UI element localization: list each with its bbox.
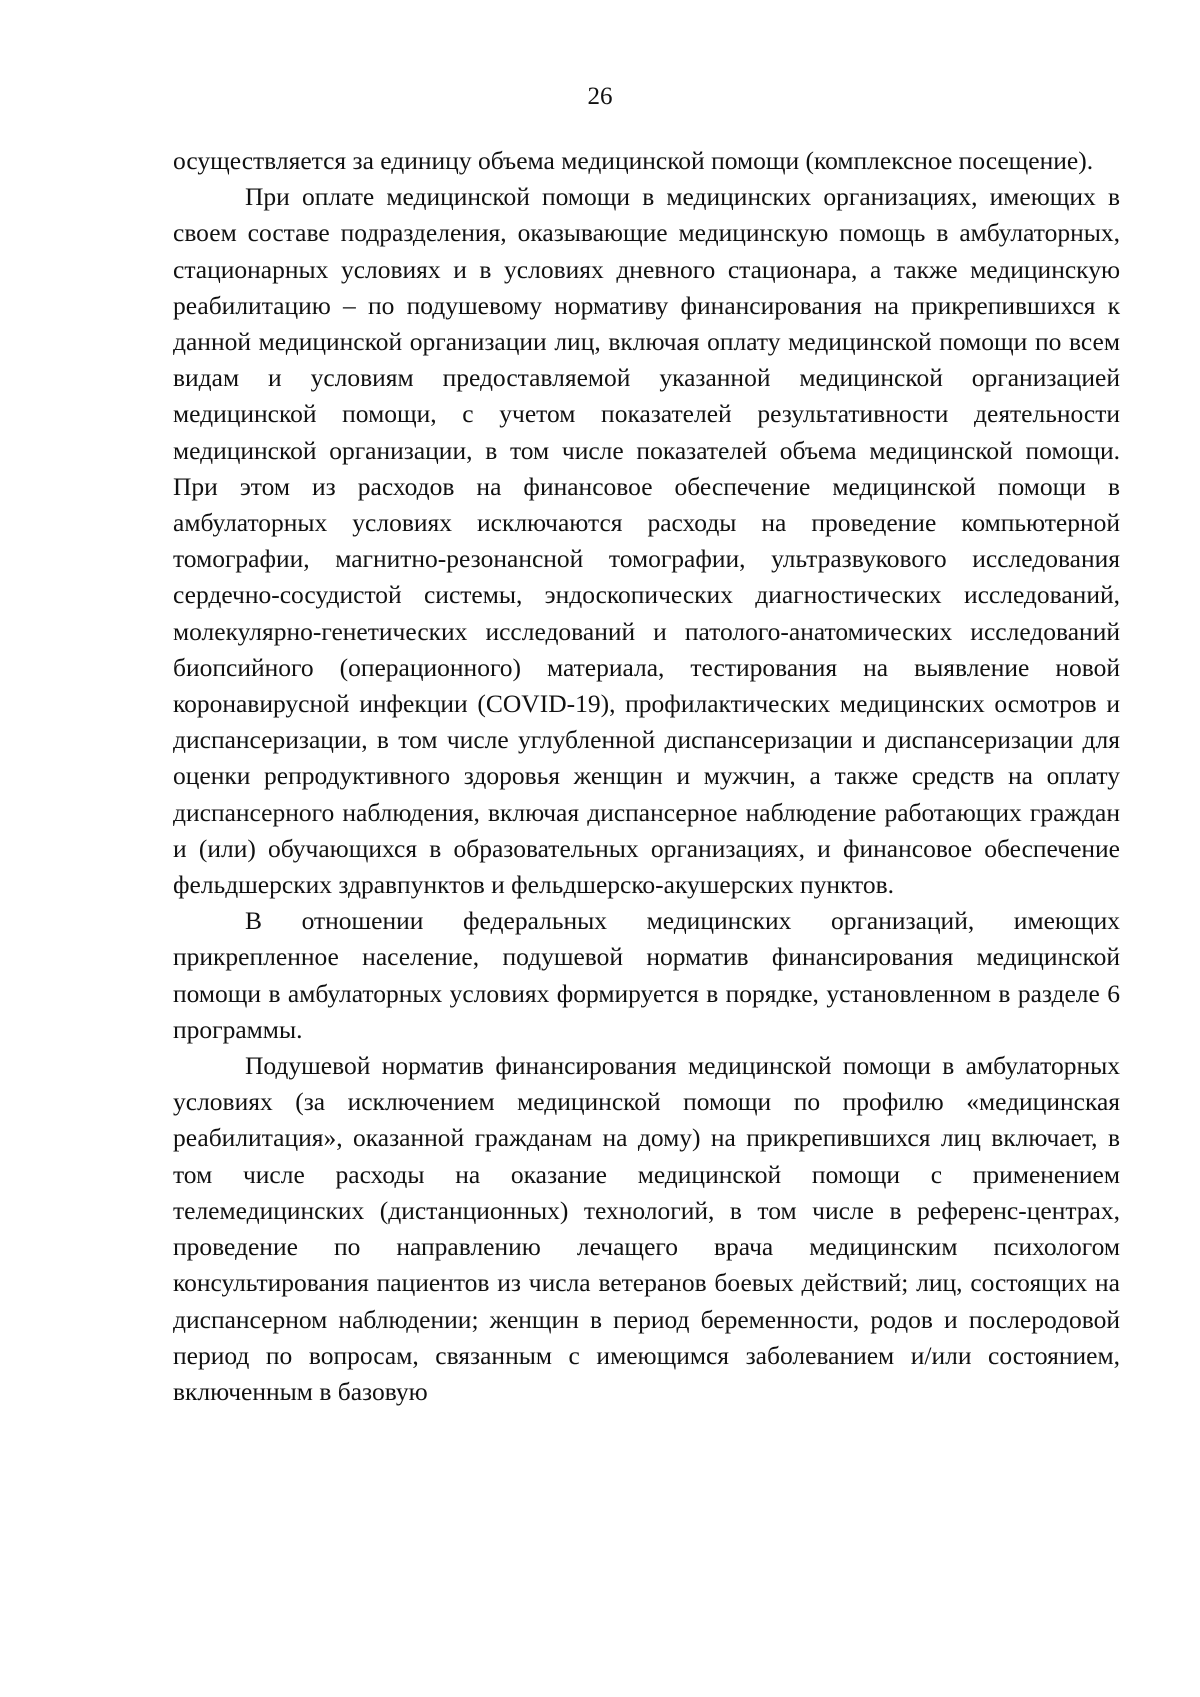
document-body: [173, 143, 1120, 1410]
paragraph-payment-per-capita: При оплате медицинской помощи в медицинских организациях, имеющих в своем составе подразделения, оказывающие медицинскую помощь в амбулаторных, стационарных условиях и в условиях дневного стационара, а также медицинскую реабилитацию – по подушевому нормативу финансирования на прикрепившихся к данной медицинской организации лиц, включая оплату медицинской помощи по всем видам и условиям предоставляемой указанной медицинской организацией медицинской помощи, с учетом показателей результативности деятельности медицинской организации, в том числе показателей объема медицинской помощи. При этом из расходов на финансовое обеспечение медицинской помощи в амбулаторных условиях исключаются расходы на проведение компьютерной томографии, магнитно-резонансной томографии, ультразвукового исследования сердечно-сосудистой системы, эндоскопических диагностических исследований, молекулярно-генетических исследований и патолого-анатомических исследований биопсийного (операционного) материала, тестирования на выявление новой коронавирусной инфекции (COVID-19), профилактических медицинских осмотров и диспансеризации, в том числе углубленной диспансеризации и диспансеризации для оценки репродуктивного здоровья женщин и мужчин, а также средств на оплату диспансерного наблюдения, включая диспансерное наблюдение работающих граждан и (или) обучающихся в образовательных организациях, и финансовое обеспечение фельдшерских здравпунктов и фельдшерско-акушерских пунктов.: [173, 182, 1120, 900]
paragraph-federal-organizations: В отношении федеральных медицинских организаций, имеющих прикрепленное население, подушевой норматив финансирования медицинской помощи в амбулаторных условиях формируется в порядке, установленном в разделе 6 программы.: [173, 906, 1120, 1044]
page-number: 26: [587, 83, 613, 110]
paragraph-continuation: осуществляется за единицу объема медицинской помощи (комплексное посещение).: [173, 146, 1094, 175]
paragraph-per-capita-standard: Подушевой норматив финансирования медицинской помощи в амбулаторных условиях (за исключением медицинской помощи по профилю «медицинская реабилитация», оказанной гражданам на дому) на прикрепившихся лиц включает, в том числе расходы на оказание медицинской помощи с применением телемедицинских (дистанционных) технологий, в том числе в референс-центрах, проведение по направлению лечащего врача медицинским психологом консультирования пациентов из числа ветеранов боевых действий; лиц, состоящих на диспансерном наблюдении; женщин в период беременности, родов и послеродовой период по вопросам, связанным с имеющимся заболеванием и/или состоянием, включенным в базовую: [173, 1051, 1120, 1406]
